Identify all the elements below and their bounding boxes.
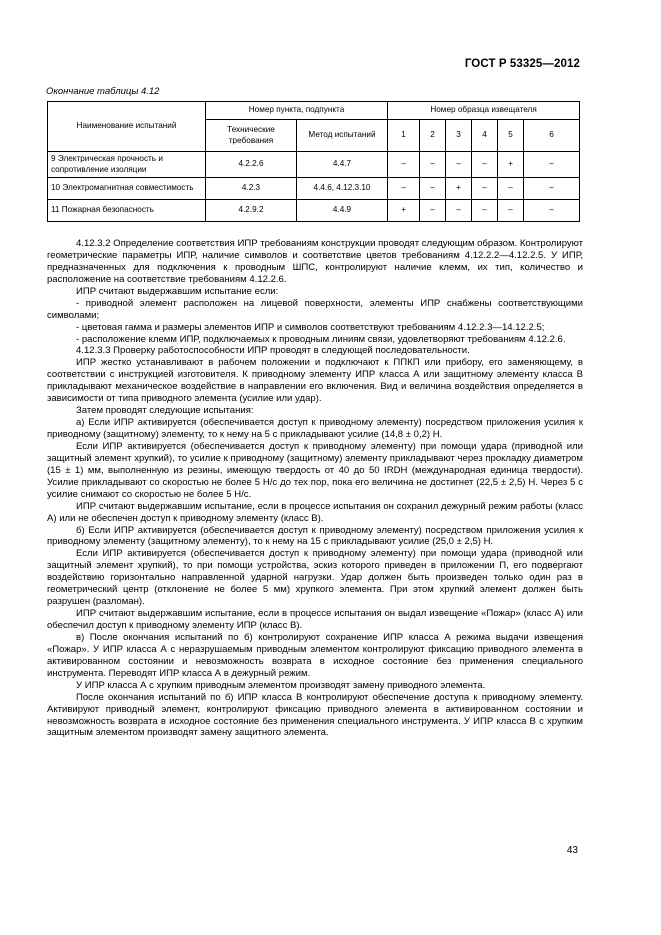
row-mark: – <box>524 200 580 222</box>
header-clause-group: Номер пункта, подпункта <box>206 102 388 120</box>
paragraph: ИПР жестко устанавливают в рабочем положении и подключают к ППКП или прибору, его заменяющему, в соответствии с инструкцией изготовителя. К приводному элементу ИПР класса А или защитному элементу класса В прикладывают механическое воздействие в направлении его включения. Вид и величина воздействия определяется в зависимости от типа приводного элемента (усилие или удар). <box>47 357 583 405</box>
row-mark: + <box>388 200 420 222</box>
row-mark: – <box>420 200 446 222</box>
table-row <box>48 152 580 178</box>
header-test-name: Наименование испытаний <box>48 102 206 152</box>
row-mark: – <box>420 152 446 178</box>
row-test-name: 10 Электромагнитная совместимость <box>48 178 206 200</box>
row-mark: – <box>446 152 472 178</box>
row-mark: – <box>388 178 420 200</box>
row-mark: – <box>420 178 446 200</box>
paragraph: в) После окончания испытаний по б) контролируют сохранение ИПР класса А режима выдачи извещения «Пожар». У ИПР класса А с неразрушаемым приводным элементом контролируют фиксацию приводного элемента в активированном состоянии и невозможность возврата в исходное состояние без применения специального инструмента. Переводят ИПР класса А в дежурный режим. <box>47 631 583 679</box>
paragraph: ИПР считают выдержавшим испытание, если в процессе испытания он сохранил дежурный режим работы (класс А) или не обеспечен доступ к приводному элементу (класс В). <box>47 500 583 524</box>
paragraph: - расположение клемм ИПР, подключаемых к проводным линиям связи, удовлетворяют требованиям 4.12.2.6. <box>76 333 566 345</box>
paragraph: - приводной элемент расположен на лицевой поверхности, элементы ИПР снабжены соответствующими символами; <box>47 297 583 321</box>
row-method: 4.4.9 <box>297 200 388 222</box>
table-caption: Окончание таблицы 4.12 <box>46 86 160 97</box>
page-number: 43 <box>566 845 578 856</box>
row-tech-req: 4.2.2.6 <box>206 152 297 178</box>
tests-table <box>47 101 580 222</box>
row-mark: – <box>498 178 524 200</box>
row-test-name: 11 Пожарная безопасность <box>48 200 206 222</box>
header-tech-req: Технические требования <box>206 120 297 152</box>
paragraph: Затем проводят следующие испытания: <box>76 405 254 417</box>
row-mark: – <box>446 200 472 222</box>
paragraph: 4.12.3.3 Проверку работоспособности ИПР проводят в следующей последовательности. <box>76 345 470 357</box>
row-mark: – <box>472 152 498 178</box>
paragraph: а) Если ИПР активируется (обеспечивается доступ к приводному элементу) посредством приложения усилия к приводному (защитному) элементу, то к нему на 5 с прикладывают усилие (14,8 ± 0,2) Н. <box>47 417 583 440</box>
paragraph: ИПР считают выдержавшим испытание, если в процессе испытания он выдал извещение «Пожар» (класс А) или обеспечил доступ к приводному элементу ИПР (класс В). <box>47 608 583 631</box>
row-mark: – <box>524 178 580 200</box>
row-method: 4.4.6, 4.12.3.10 <box>297 178 388 200</box>
paragraph: Если ИПР активируется (обеспечивается доступ к приводному элементу) при помощи удара (приводной или защитный элемент хрупкий), то усилие к приводному (защитному) элементу прикладывают через прокладку диаметром (15 ± 1) мм, выполненную из резины, имеющую твердость от 40 до 50 IRDH (международная единица твердости). Усилие прикладывают со скоростью не более 5 Н/с до тех пор, пока его величина не достигнет (22,5 ± 2,5) Н. Через 5 с усилие снимают со скоростью не более 5 Н/с. <box>47 440 583 500</box>
table-row <box>48 200 580 222</box>
paragraph: ИПР считают выдержавшим испытание если: <box>76 285 279 297</box>
row-tech-req: 4.2.3 <box>206 178 297 200</box>
header-method: Метод испытаний <box>297 120 388 152</box>
paragraph: 4.12.3.2 Определение соответствия ИПР требованиям конструкции проводят следующим образом. Контролируют геометрические параметры ИПР, наличие символов и соответствие цветов требованиям 4.12.2.2—4.12.2.5. У ИПР, предназначенных для подключения к проводным ШПС, контролируют наличие клемм, их тип, количество и расположение на соответствие требованиям 4.12.2.6. <box>47 238 583 285</box>
header-sample-2: 2 <box>420 120 446 152</box>
header-sample-4: 4 <box>472 120 498 152</box>
row-mark: – <box>524 152 580 178</box>
body-text <box>47 238 583 739</box>
header-sample-5: 5 <box>498 120 524 152</box>
row-mark: + <box>446 178 472 200</box>
header-sample-1: 1 <box>388 120 420 152</box>
paragraph: б) Если ИПР активируется (обеспечивается доступ к приводному элементу) посредством приложения усилия к приводному элементу (защитному элементу), то к нему на 15 с прикладывают усилие (25,0 ± 2,5) Н. <box>47 524 583 548</box>
header-sample-6: 6 <box>524 120 580 152</box>
row-tech-req: 4.2.9.2 <box>206 200 297 222</box>
row-test-name: 9 Электрическая прочность и сопротивление изоляции <box>48 152 206 178</box>
header-sample-group: Номер образца извещателя <box>388 102 580 120</box>
document-code: ГОСТ Р 53325—2012 <box>464 58 580 70</box>
row-mark: + <box>498 152 524 178</box>
row-mark: – <box>472 178 498 200</box>
row-mark: – <box>388 152 420 178</box>
paragraph: После окончания испытаний по б) ИПР класса В контролируют обеспечение доступа к приводному элементу. Активируют приводный элемент, контролируют фиксацию приводного элемента в активированном состоянии и невозможность возврата в исходное состояние без применения специального инструмента. У ИПР класса В с хрупким защитным элементом производят замену защитного элемента. <box>47 691 583 739</box>
row-method: 4.4.7 <box>297 152 388 178</box>
paragraph: - цветовая гамма и размеры элементов ИПР и символов соответствуют требованиям 4.12.2.3—14.12.2.5; <box>76 321 545 333</box>
table-row <box>48 178 580 200</box>
row-mark: – <box>472 200 498 222</box>
paragraph: Если ИПР активируется (обеспечивается доступ к приводному элементу) при помощи удара (приводной или защитный элемент хрупкий), то при помощи устройства, эскиз которого приведен в приложении П, его подвергают воздействию горизонтально направленной ударной нагрузки. Удар должен быть произведен только один раз в геометрический центр (отклонение не более 5 мм) хрупкого элемента. При этом хрупкий элемент должен быть разрушен (разломан). <box>47 548 583 608</box>
paragraph: У ИПР класса А с хрупким приводным элементом производят замену приводного элемента. <box>76 679 486 691</box>
row-mark: – <box>498 200 524 222</box>
header-sample-3: 3 <box>446 120 472 152</box>
